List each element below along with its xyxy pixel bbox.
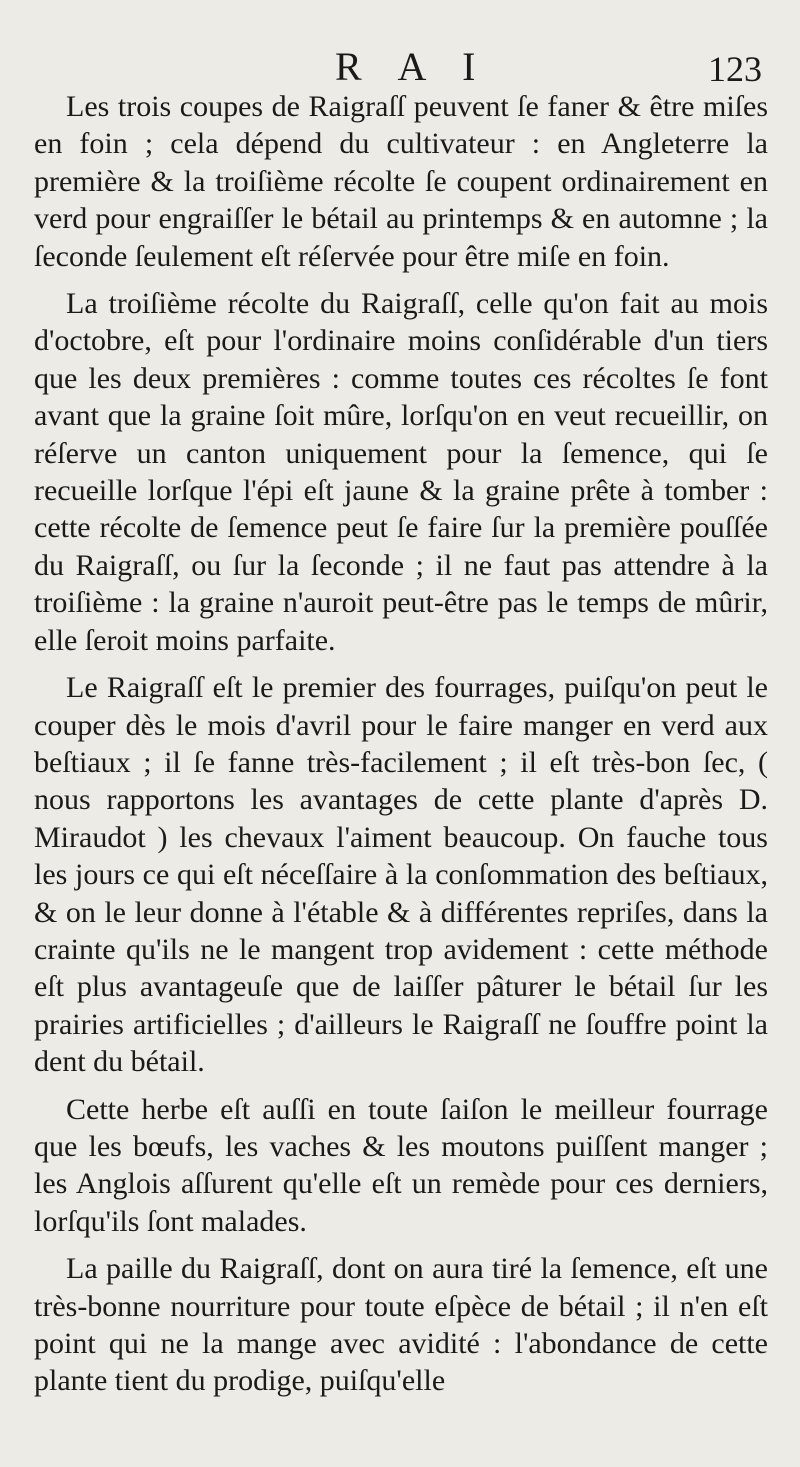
- body-text: [34, 88, 768, 1400]
- page-header: [0, 42, 800, 92]
- page-number: 123: [708, 49, 762, 89]
- paragraph: La troiſième récolte du Raigraſſ, celle qu'on fait au mois d'octobre, eſt pour l'ordinaire moins conſidérable d'un tiers que les deux premières : comme toutes ces récoltes ſe font avant que la graine ſoit mûre, lorſqu'on en veut recueillir, on réſerve un canton uniquement pour la ſemence, qui ſe recueille lorſque l'épi eſt jaune & la graine prête à tomber : cette récolte de ſemence peut ſe faire ſur la première pouſſée du Raigraſſ, ou ſur la ſeconde ; il ne faut pas attendre à la troiſième : la graine n'auroit peut-être pas le temps de mûrir, elle ſeroit moins parfaite.: [34, 287, 768, 657]
- paragraph: Le Raigraſſ eſt le premier des fourrages, puiſqu'on peut le couper dès le mois d'avril pour le faire manger en verd aux beſtiaux ; il ſe fanne très-facilement ; il eſt très-bon ſec, ( nous rapportons les avantages de cette plante d'après D. Miraudot ) les chevaux l'aiment beaucoup. On fauche tous les jours ce qui eſt néceſſaire à la conſommation des beſtiaux, & on le leur donne à l'étable & à différentes repriſes, dans la crainte qu'ils ne le mangent trop avidement : cette méthode eſt plus avantageuſe que de laiſſer pâturer le bétail ſur les prairies artificielles ; d'ailleurs le Raigraſſ ne ſouffre point la dent du bétail.: [34, 671, 768, 1079]
- paragraph: Les trois coupes de Raigraſſ peuvent ſe faner & être miſes en foin ; cela dépend du cultivateur : en Angleterre la première & la troiſième récolte ſe coupent ordinairement en verd pour engraiſſer le bétail au printemps & en automne ; la ſeconde ſeulement eſt réſervée pour être miſe en foin.: [34, 90, 768, 273]
- running-head: R A I: [335, 44, 490, 89]
- paragraph: Cette herbe eſt auſſi en toute ſaiſon le meilleur fourrage que les bœufs, les vaches & les moutons puiſſent manger ; les Anglois aſſurent qu'elle eſt un remède pour ces derniers, lorſqu'ils ſont malades.: [34, 1092, 768, 1238]
- paragraph: La paille du Raigraſſ, dont on aura tiré la ſemence, eſt une très-bonne nourriture pour toute eſpèce de bétail ; il n'en eſt point qui ne la mange avec avidité : l'abondance de cette plante tient du prodige, puiſqu'elle: [34, 1252, 768, 1398]
